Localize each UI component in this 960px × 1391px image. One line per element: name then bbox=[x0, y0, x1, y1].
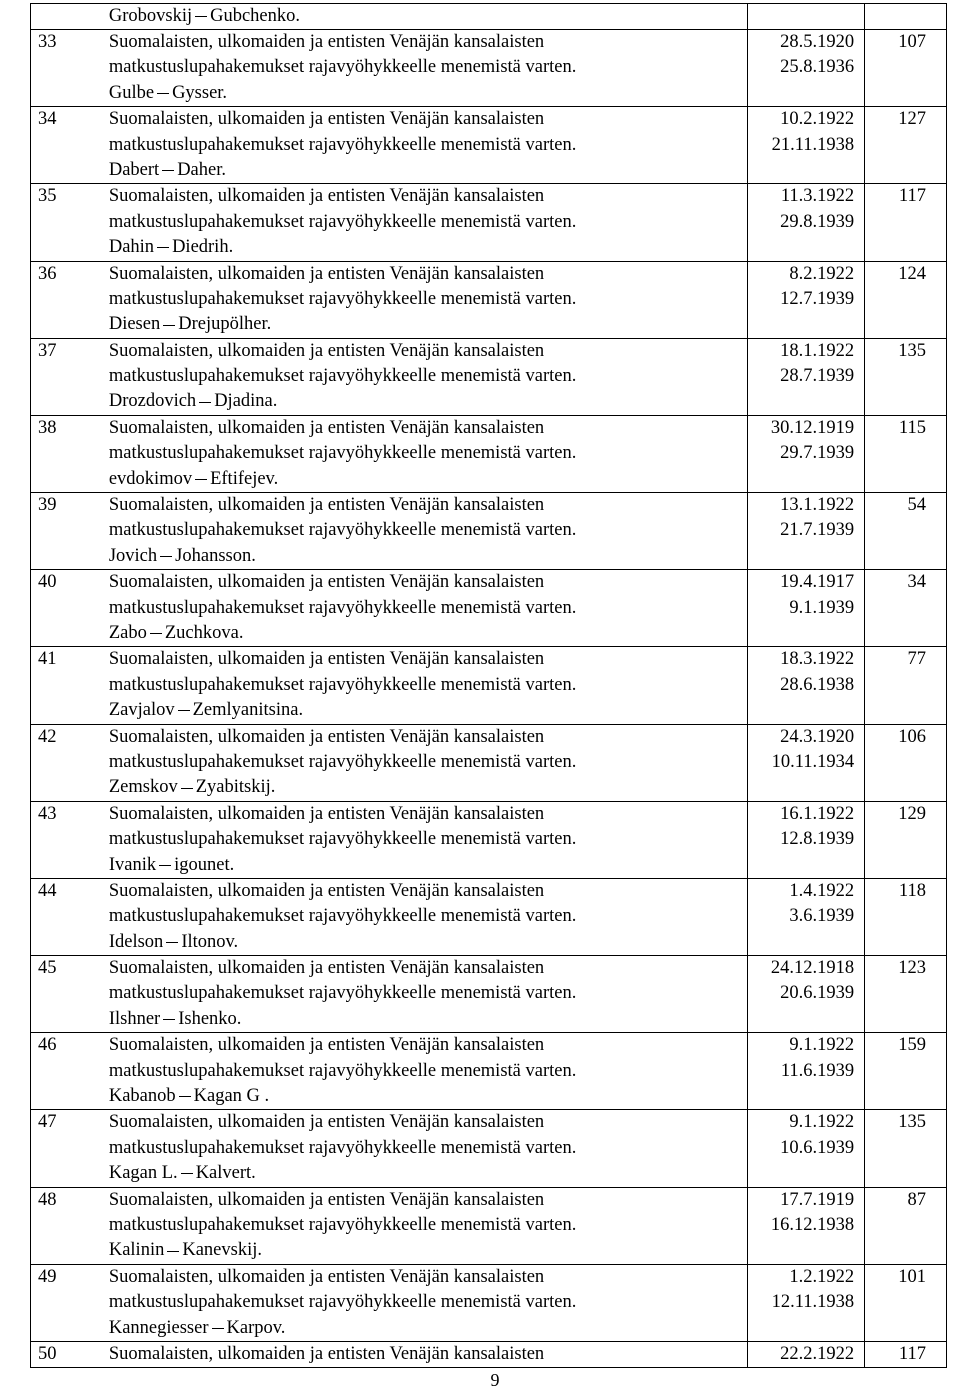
name-range bbox=[109, 6, 300, 26]
date-range-cell bbox=[747, 1110, 864, 1186]
name-range bbox=[109, 81, 748, 106]
end-date: 11.6.1939 bbox=[780, 1060, 855, 1081]
start-date: 18.1.1922 bbox=[780, 340, 855, 361]
item-count-cell bbox=[864, 570, 946, 646]
name-range bbox=[109, 1161, 748, 1186]
description-line-1: Suomalaisten, ulkomaiden ja entisten Venäjän kansalaisten bbox=[108, 1189, 545, 1210]
start-date: 8.2.1922 bbox=[789, 263, 855, 284]
description-line-2: matkustuslupahakemukset rajavyöhykkeelle menemistä varten. bbox=[108, 211, 577, 232]
name-range bbox=[109, 1084, 748, 1109]
table-row bbox=[31, 569, 946, 646]
description-line-2: matkustuslupahakemukset rajavyöhykkeelle menemistä varten. bbox=[108, 57, 577, 78]
name-range bbox=[109, 698, 748, 723]
table-row bbox=[31, 29, 946, 106]
entry-number-cell bbox=[31, 184, 107, 260]
entry-description-cell bbox=[107, 184, 748, 260]
entry-number-cell bbox=[31, 1265, 107, 1341]
item-count-cell bbox=[864, 416, 946, 492]
table-row bbox=[31, 338, 946, 415]
name-range-to: Eftifejev. bbox=[210, 468, 279, 489]
name-range-to: Daher. bbox=[177, 159, 226, 180]
item-count: 117 bbox=[898, 186, 926, 207]
date-range-cell bbox=[747, 956, 864, 1032]
name-range-to: Ishenko. bbox=[178, 1008, 242, 1029]
continued-entry-row bbox=[31, 4, 946, 29]
entry-number: 42 bbox=[38, 726, 57, 747]
table-row bbox=[31, 1187, 946, 1264]
name-range-from: Drozdovich bbox=[108, 391, 197, 412]
end-date: 3.6.1939 bbox=[789, 906, 855, 927]
description-line-2: matkustuslupahakemukset rajavyöhykkeelle menemistä varten. bbox=[108, 443, 577, 464]
table-row bbox=[31, 646, 946, 723]
name-range-to: Djadina. bbox=[214, 391, 278, 412]
entry-number: 45 bbox=[38, 958, 57, 979]
item-count-cell bbox=[864, 339, 946, 415]
table-row bbox=[31, 1264, 946, 1341]
description-line-1: Suomalaisten, ulkomaiden ja entisten Venäjän kansalaisten bbox=[108, 1112, 545, 1133]
name-range bbox=[109, 1316, 748, 1341]
entry-number-cell bbox=[31, 1033, 107, 1109]
name-range-to: Johansson. bbox=[175, 545, 256, 566]
range-dash bbox=[154, 93, 172, 94]
entry-description-cell bbox=[107, 725, 748, 801]
description-line-2: matkustuslupahakemukset rajavyöhykkeelle menemistä varten. bbox=[108, 983, 577, 1004]
entry-number-cell bbox=[31, 493, 107, 569]
description-line-2: matkustuslupahakemukset rajavyöhykkeelle menemistä varten. bbox=[108, 829, 577, 850]
range-dash bbox=[178, 1173, 196, 1174]
name-range-from: Ilshner bbox=[108, 1008, 161, 1029]
name-range-to: Kalvert. bbox=[195, 1163, 256, 1184]
range-dash bbox=[147, 633, 165, 634]
entry-number-cell bbox=[31, 107, 107, 183]
range-dash bbox=[156, 865, 174, 866]
end-date: 21.7.1939 bbox=[780, 520, 855, 541]
name-range-from: Idelson bbox=[108, 931, 164, 952]
page-number: 9 bbox=[490, 1370, 500, 1390]
entry-description-cell bbox=[107, 879, 748, 955]
entry-number-cell bbox=[31, 647, 107, 723]
description-line-2: matkustuslupahakemukset rajavyöhykkeelle menemistä varten. bbox=[108, 1214, 577, 1235]
start-date: 17.7.1919 bbox=[780, 1189, 855, 1210]
date-range-cell bbox=[747, 1342, 864, 1367]
end-date: 9.1.1939 bbox=[789, 597, 855, 618]
date-range-cell bbox=[747, 30, 864, 106]
entry-description-cell bbox=[107, 1342, 748, 1367]
description-line-1: Suomalaisten, ulkomaiden ja entisten Venäjän kansalaisten bbox=[108, 1035, 545, 1056]
date-range-cell bbox=[747, 802, 864, 878]
description-line-1: Suomalaisten, ulkomaiden ja entisten Venäjän kansalaisten bbox=[108, 263, 545, 284]
range-dash bbox=[164, 1251, 182, 1252]
item-count: 124 bbox=[898, 263, 926, 284]
description-line-1: Suomalaisten, ulkomaiden ja entisten Venäjän kansalaisten bbox=[108, 880, 545, 901]
table-row bbox=[31, 261, 946, 338]
item-count: 77 bbox=[907, 649, 926, 670]
range-dash bbox=[178, 788, 196, 789]
name-range bbox=[109, 1007, 748, 1032]
name-range-from: Dabert bbox=[108, 159, 160, 180]
name-range-to: Drejupölher. bbox=[178, 314, 272, 335]
end-date: 29.7.1939 bbox=[780, 443, 855, 464]
name-range bbox=[109, 544, 748, 569]
name-range bbox=[109, 853, 748, 878]
entry-number-cell bbox=[31, 1110, 107, 1186]
item-count-cell bbox=[864, 647, 946, 723]
date-range-cell bbox=[747, 647, 864, 723]
description-line-1: Suomalaisten, ulkomaiden ja entisten Venäjän kansalaisten bbox=[108, 1266, 545, 1287]
description-line-1: Suomalaisten, ulkomaiden ja entisten Venäjän kansalaisten bbox=[108, 495, 545, 516]
entry-description-cell bbox=[107, 802, 748, 878]
entry-description-cell bbox=[107, 570, 748, 646]
item-count-cell bbox=[864, 262, 946, 338]
name-range bbox=[109, 158, 748, 183]
date-range-cell bbox=[747, 184, 864, 260]
name-range-from: Dahin bbox=[108, 237, 155, 258]
name-range-to: Gubchenko. bbox=[210, 6, 301, 26]
end-date: 16.12.1938 bbox=[770, 1214, 855, 1235]
item-count: 115 bbox=[898, 417, 926, 438]
end-date: 10.6.1939 bbox=[780, 1137, 855, 1158]
table-row bbox=[31, 955, 946, 1032]
item-count: 106 bbox=[898, 726, 926, 747]
entry-description-cell bbox=[107, 30, 748, 106]
entry-number: 39 bbox=[38, 495, 57, 516]
date-range-cell bbox=[747, 262, 864, 338]
entry-number-cell bbox=[31, 570, 107, 646]
item-count-cell bbox=[864, 4, 946, 29]
entry-number: 46 bbox=[38, 1035, 57, 1056]
name-range bbox=[109, 235, 748, 260]
item-count-cell bbox=[864, 184, 946, 260]
archive-index-table bbox=[30, 3, 947, 1368]
entry-number: 43 bbox=[38, 803, 57, 824]
range-dash bbox=[192, 16, 210, 17]
name-range bbox=[109, 389, 748, 414]
date-range-cell bbox=[747, 570, 864, 646]
description-line-1: Suomalaisten, ulkomaiden ja entisten Venäjän kansalaisten bbox=[108, 958, 545, 979]
end-date: 28.7.1939 bbox=[780, 366, 855, 387]
entry-number: 47 bbox=[38, 1112, 57, 1133]
start-date: 11.3.1922 bbox=[780, 186, 855, 207]
item-count-cell bbox=[864, 107, 946, 183]
table-row bbox=[31, 106, 946, 183]
start-date: 28.5.1920 bbox=[780, 32, 855, 52]
name-range-to: igounet. bbox=[174, 854, 235, 875]
table-row bbox=[31, 1032, 946, 1109]
item-count: 87 bbox=[907, 1189, 926, 1210]
entry-description-cell bbox=[107, 416, 748, 492]
entry-number-cell bbox=[31, 1342, 107, 1367]
range-dash bbox=[209, 1328, 227, 1329]
name-range bbox=[109, 467, 748, 492]
description-line-2: matkustuslupahakemukset rajavyöhykkeelle menemistä varten. bbox=[108, 1292, 577, 1313]
table-row bbox=[31, 492, 946, 569]
entry-description-cell bbox=[107, 262, 748, 338]
description-line-1: Suomalaisten, ulkomaiden ja entisten Venäjän kansalaisten bbox=[108, 109, 545, 130]
table-row bbox=[31, 801, 946, 878]
entry-number-cell bbox=[31, 30, 107, 106]
entry-number-cell bbox=[31, 879, 107, 955]
name-range-to: Zuchkova. bbox=[164, 622, 244, 643]
description-line-1: Suomalaisten, ulkomaiden ja entisten Venäjän kansalaisten bbox=[108, 32, 545, 52]
description-line-2: matkustuslupahakemukset rajavyöhykkeelle menemistä varten. bbox=[108, 597, 577, 618]
description-line-1: Suomalaisten, ulkomaiden ja entisten Venäjän kansalaisten bbox=[108, 340, 545, 361]
name-range-to: Kanevskij. bbox=[182, 1240, 262, 1261]
item-count: 129 bbox=[898, 803, 926, 824]
end-date: 12.11.1938 bbox=[771, 1292, 855, 1313]
end-date: 12.7.1939 bbox=[780, 288, 855, 309]
entry-description-cell bbox=[107, 4, 748, 29]
item-count-cell bbox=[864, 30, 946, 106]
date-range-cell bbox=[747, 107, 864, 183]
item-count-cell bbox=[864, 802, 946, 878]
name-range-to: Iltonov. bbox=[181, 931, 239, 952]
entry-number: 36 bbox=[38, 263, 57, 284]
entry-number: 44 bbox=[38, 880, 57, 901]
name-range-to: Karpov. bbox=[226, 1317, 286, 1338]
item-count: 159 bbox=[898, 1035, 926, 1056]
item-count-cell bbox=[864, 1033, 946, 1109]
item-count-cell bbox=[864, 1188, 946, 1264]
date-range-cell bbox=[747, 339, 864, 415]
table-row bbox=[31, 878, 946, 955]
range-dash bbox=[176, 1096, 194, 1097]
item-count: 123 bbox=[898, 958, 926, 979]
start-date: 1.2.1922 bbox=[789, 1266, 855, 1287]
start-date: 10.2.1922 bbox=[780, 109, 855, 130]
description-line-1: Suomalaisten, ulkomaiden ja entisten Venäjän kansalaisten bbox=[108, 803, 545, 824]
name-range-from: Zavjalov bbox=[108, 700, 175, 721]
start-date: 22.2.1922 bbox=[780, 1343, 855, 1364]
end-date: 10.11.1934 bbox=[771, 751, 855, 772]
table-row bbox=[31, 724, 946, 801]
item-count-cell bbox=[864, 1265, 946, 1341]
end-date: 12.8.1939 bbox=[780, 829, 855, 850]
start-date: 24.12.1918 bbox=[770, 958, 855, 979]
description-line-1: Suomalaisten, ulkomaiden ja entisten Venäjän kansalaisten bbox=[108, 186, 545, 207]
entry-number: 49 bbox=[38, 1266, 57, 1287]
entry-description-cell bbox=[107, 647, 748, 723]
end-date: 25.8.1936 bbox=[780, 57, 855, 78]
start-date: 9.1.1922 bbox=[789, 1035, 855, 1056]
entry-description-cell bbox=[107, 493, 748, 569]
range-dash bbox=[159, 170, 177, 171]
name-range bbox=[109, 621, 748, 646]
range-dash bbox=[175, 710, 193, 711]
description-line-2: matkustuslupahakemukset rajavyöhykkeelle menemistä varten. bbox=[108, 674, 577, 695]
start-date: 13.1.1922 bbox=[780, 495, 855, 516]
range-dash bbox=[160, 325, 178, 326]
range-dash bbox=[160, 1019, 178, 1020]
name-range-from: Jovich bbox=[108, 545, 158, 566]
start-date: 9.1.1922 bbox=[789, 1112, 855, 1133]
range-dash bbox=[196, 402, 214, 403]
table-row bbox=[31, 183, 946, 260]
name-range-from: Zabo bbox=[108, 622, 147, 643]
item-count: 101 bbox=[898, 1266, 926, 1287]
name-range-to: Zyabitskij. bbox=[195, 777, 276, 798]
entry-description-cell bbox=[107, 1033, 748, 1109]
start-date: 30.12.1919 bbox=[770, 417, 855, 438]
date-range-cell bbox=[747, 4, 864, 29]
entry-number: 48 bbox=[38, 1189, 57, 1210]
name-range-to: Zemlyanitsina. bbox=[192, 700, 304, 721]
table-row-last bbox=[31, 1341, 946, 1367]
name-range-from: Kannegiesser bbox=[108, 1317, 209, 1338]
range-dash bbox=[154, 247, 172, 248]
entry-number-cell bbox=[31, 802, 107, 878]
start-date: 19.4.1917 bbox=[780, 572, 855, 593]
entry-number-cell bbox=[31, 4, 107, 29]
end-date: 21.11.1938 bbox=[771, 134, 855, 155]
entry-number: 50 bbox=[38, 1343, 57, 1364]
name-range-from: Gulbe bbox=[108, 82, 155, 103]
name-range bbox=[109, 775, 748, 800]
range-dash bbox=[163, 942, 181, 943]
item-count: 117 bbox=[898, 1343, 926, 1364]
description-line-2: matkustuslupahakemukset rajavyöhykkeelle menemistä varten. bbox=[108, 906, 577, 927]
item-count: 54 bbox=[907, 495, 926, 516]
entry-description-cell bbox=[107, 107, 748, 183]
name-range-from: Kagan L. bbox=[108, 1163, 178, 1184]
end-date: 20.6.1939 bbox=[780, 983, 855, 1004]
date-range-cell bbox=[747, 1265, 864, 1341]
entry-number-cell bbox=[31, 262, 107, 338]
name-range-to: Kagan G . bbox=[193, 1086, 270, 1107]
entry-number: 37 bbox=[38, 340, 57, 361]
description-line-1: Suomalaisten, ulkomaiden ja entisten Venäjän kansalaisten bbox=[108, 417, 545, 438]
range-dash bbox=[192, 479, 210, 480]
name-range-from: Ivanik bbox=[108, 854, 157, 875]
table-row bbox=[31, 1109, 946, 1186]
name-range-from: Grobovskij bbox=[108, 6, 193, 26]
name-range-from: evdokimov bbox=[108, 468, 193, 489]
description-line-1: Suomalaisten, ulkomaiden ja entisten Venäjän kansalaisten bbox=[108, 649, 545, 670]
date-range-cell bbox=[747, 1188, 864, 1264]
entry-number-cell bbox=[31, 339, 107, 415]
name-range bbox=[109, 930, 748, 955]
name-range-to: Gysser. bbox=[172, 82, 228, 103]
item-count-cell bbox=[864, 879, 946, 955]
description-line-2: matkustuslupahakemukset rajavyöhykkeelle menemistä varten. bbox=[108, 1137, 577, 1158]
date-range-cell bbox=[747, 416, 864, 492]
description-line-1: Suomalaisten, ulkomaiden ja entisten Venäjän kansalaisten bbox=[108, 726, 545, 747]
start-date: 18.3.1922 bbox=[780, 649, 855, 670]
name-range-to: Diedrih. bbox=[172, 237, 234, 258]
table-row bbox=[31, 415, 946, 492]
item-count-cell bbox=[864, 956, 946, 1032]
item-count-cell bbox=[864, 725, 946, 801]
description-line-2: matkustuslupahakemukset rajavyöhykkeelle menemistä varten. bbox=[108, 520, 577, 541]
start-date: 1.4.1922 bbox=[789, 880, 855, 901]
description-line-2: matkustuslupahakemukset rajavyöhykkeelle menemistä varten. bbox=[108, 288, 577, 309]
description-line-2: matkustuslupahakemukset rajavyöhykkeelle menemistä varten. bbox=[108, 1060, 577, 1081]
entry-description-cell bbox=[107, 1265, 748, 1341]
entry-number: 35 bbox=[38, 186, 57, 207]
entry-number-cell bbox=[31, 956, 107, 1032]
item-count: 127 bbox=[898, 109, 926, 130]
entry-description-cell bbox=[107, 956, 748, 1032]
entry-description-cell bbox=[107, 1110, 748, 1186]
description-line-1: Suomalaisten, ulkomaiden ja entisten Venäjän kansalaisten bbox=[108, 572, 545, 593]
date-range-cell bbox=[747, 879, 864, 955]
item-count-cell bbox=[864, 493, 946, 569]
name-range-from: Diesen bbox=[108, 314, 161, 335]
entry-number: 38 bbox=[38, 417, 57, 438]
entry-number-cell bbox=[31, 1188, 107, 1264]
description-line-2: matkustuslupahakemukset rajavyöhykkeelle menemistä varten. bbox=[108, 134, 577, 155]
date-range-cell bbox=[747, 1033, 864, 1109]
entry-number: 40 bbox=[38, 572, 57, 593]
item-count: 135 bbox=[898, 1112, 926, 1133]
name-range bbox=[109, 312, 748, 337]
entry-number: 33 bbox=[38, 32, 57, 52]
description-line-2: matkustuslupahakemukset rajavyöhykkeelle menemistä varten. bbox=[108, 751, 577, 772]
date-range-cell bbox=[747, 725, 864, 801]
range-dash bbox=[157, 556, 175, 557]
date-range-cell bbox=[747, 493, 864, 569]
name-range-from: Kabanob bbox=[108, 1086, 176, 1107]
entry-number: 34 bbox=[38, 109, 57, 130]
item-count: 118 bbox=[898, 880, 926, 901]
entry-description-cell bbox=[107, 339, 748, 415]
entry-number: 41 bbox=[38, 649, 57, 670]
name-range bbox=[109, 1238, 748, 1263]
name-range-from: Kalinin bbox=[108, 1240, 165, 1261]
start-date: 16.1.1922 bbox=[780, 803, 855, 824]
name-range-from: Zemskov bbox=[108, 777, 178, 798]
entry-number-cell bbox=[31, 416, 107, 492]
end-date: 28.6.1938 bbox=[780, 674, 855, 695]
entry-description-cell bbox=[107, 1188, 748, 1264]
item-count: 107 bbox=[898, 32, 926, 52]
description-line-2: matkustuslupahakemukset rajavyöhykkeelle menemistä varten. bbox=[108, 366, 577, 387]
start-date: 24.3.1920 bbox=[780, 726, 855, 747]
item-count: 34 bbox=[907, 572, 926, 593]
item-count: 135 bbox=[898, 340, 926, 361]
entry-number-cell bbox=[31, 725, 107, 801]
item-count-cell bbox=[864, 1342, 946, 1367]
item-count-cell bbox=[864, 1110, 946, 1186]
description-line-1: Suomalaisten, ulkomaiden ja entisten Venäjän kansalaisten bbox=[108, 1343, 545, 1364]
end-date: 29.8.1939 bbox=[780, 211, 855, 232]
